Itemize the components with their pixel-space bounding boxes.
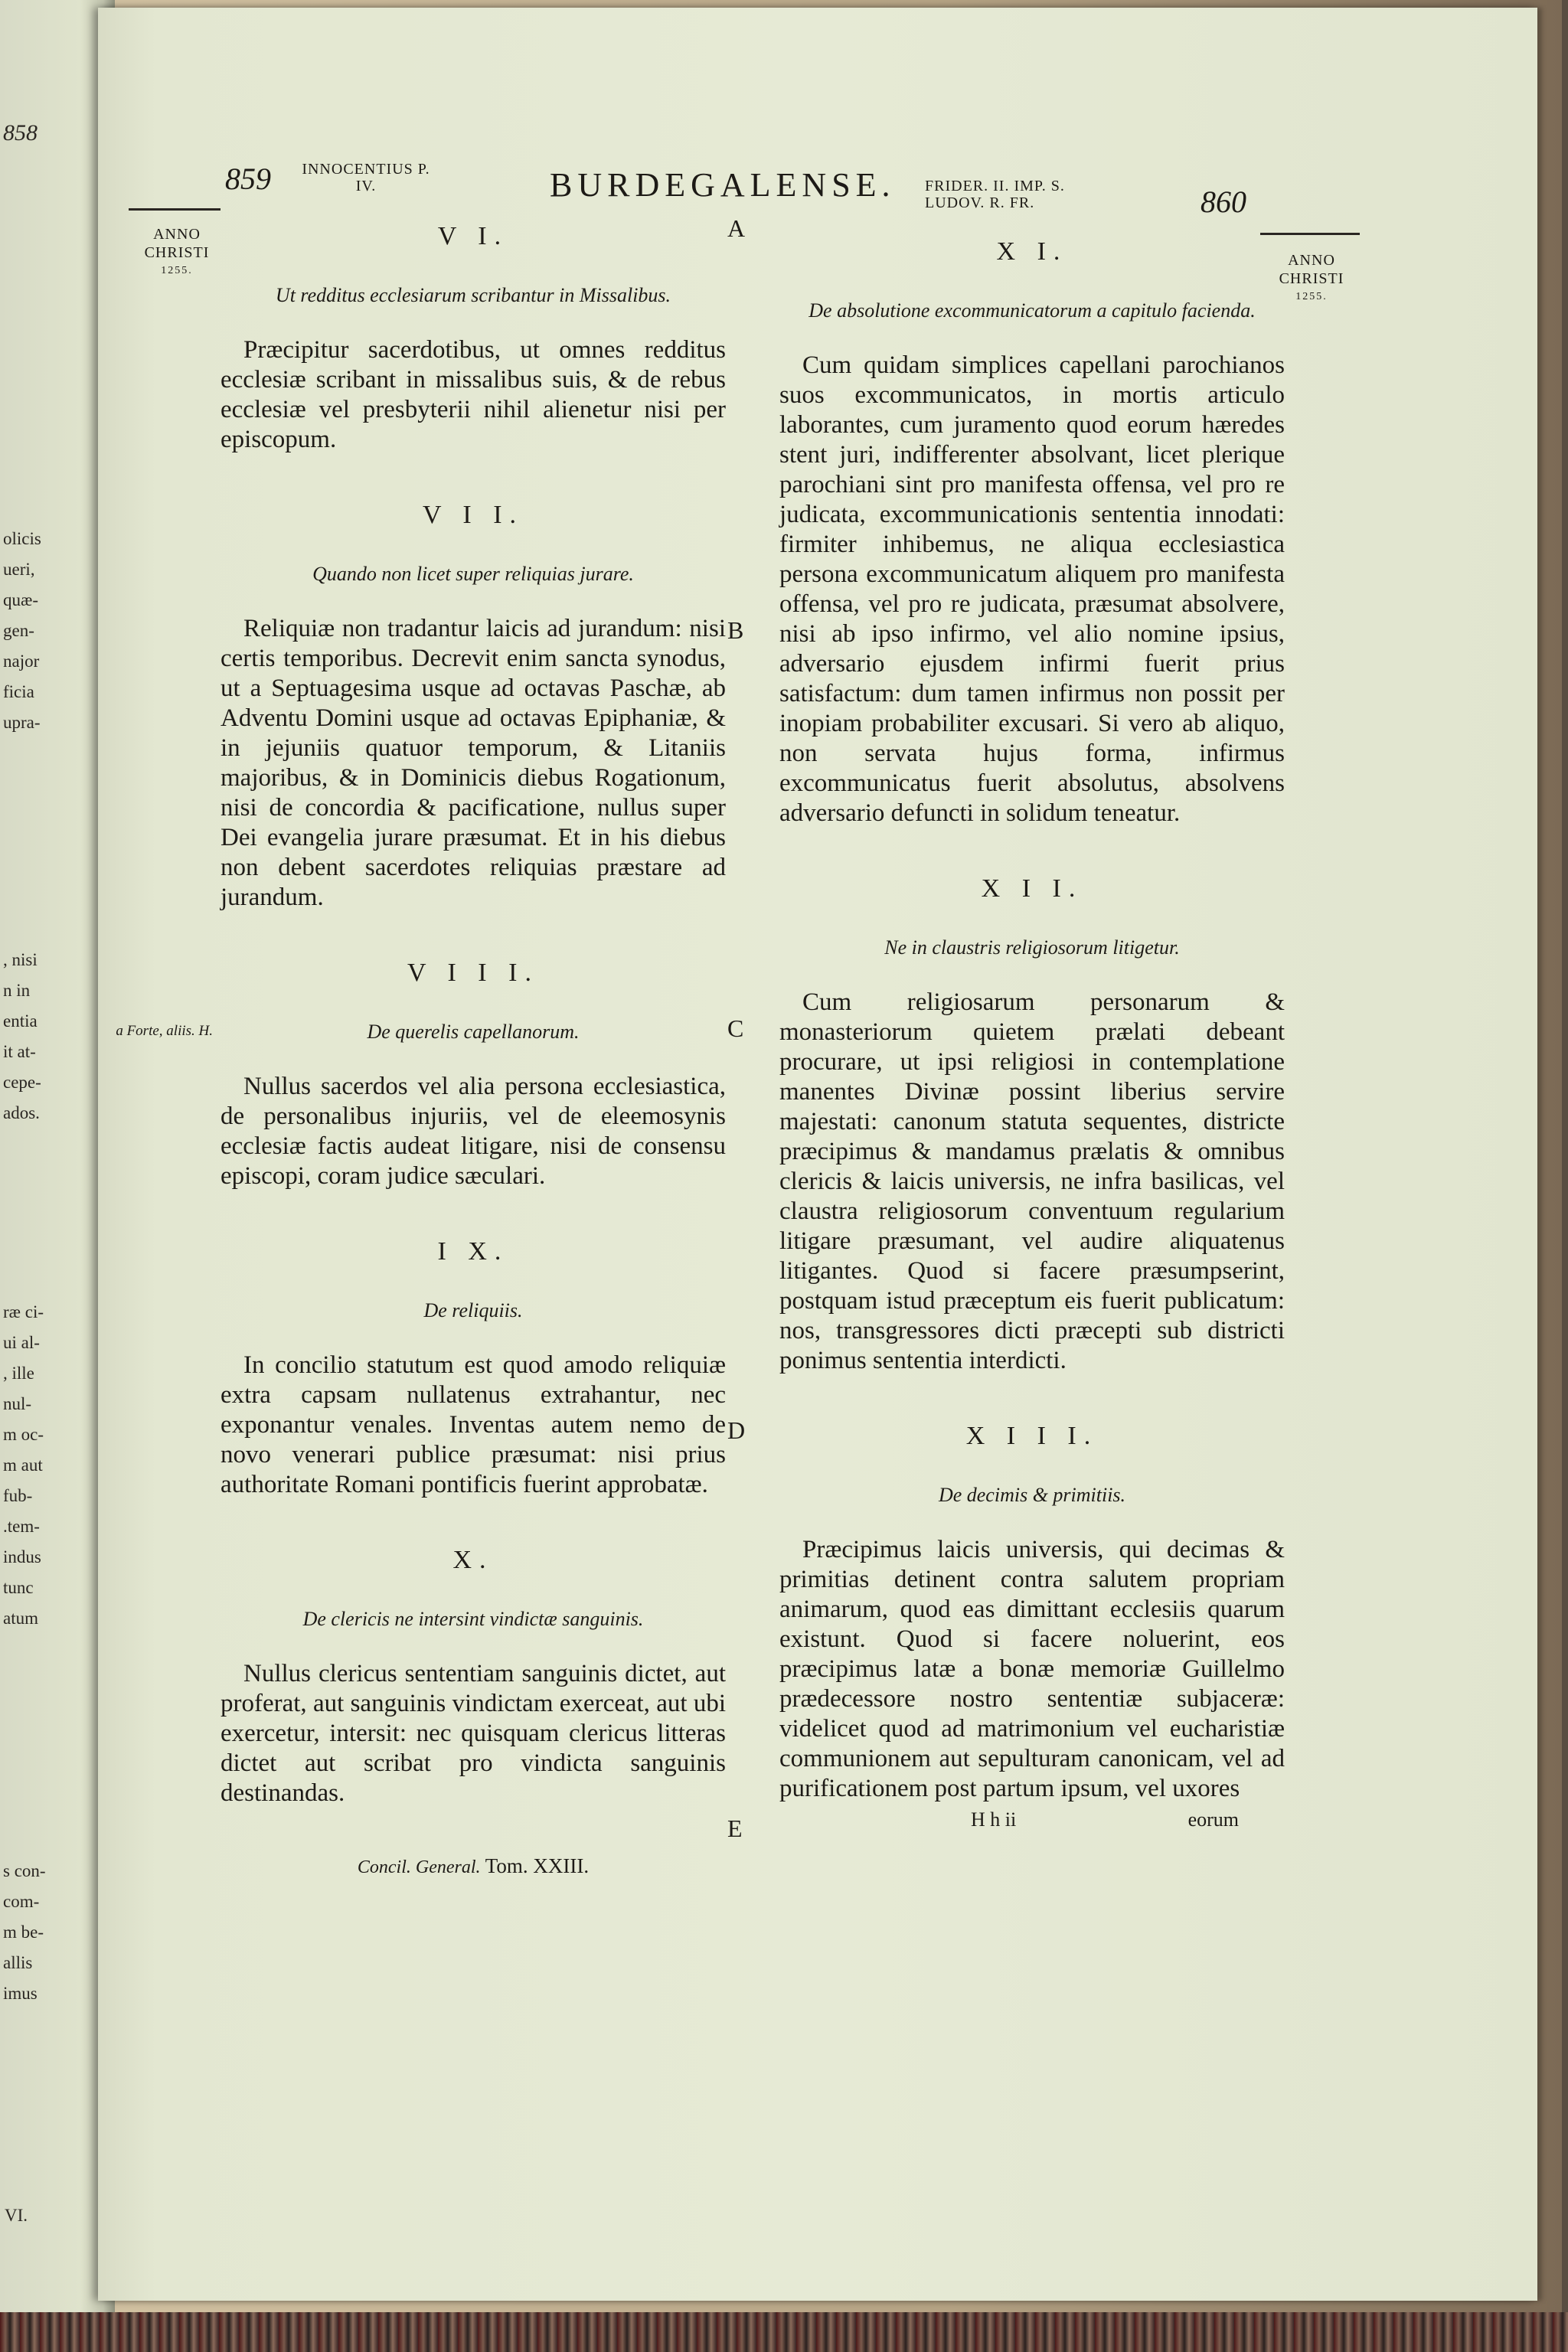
footer-ref-tome: Tom. XXIII. [485, 1854, 590, 1877]
margin-letter-c: C [727, 1014, 744, 1042]
section-number: X I I I. [965, 1422, 1099, 1450]
section-number: V I. [437, 222, 509, 250]
section-7 [220, 501, 726, 913]
section-text: Nullus clericus sententiam sanguinis dictet, aut proferat, aut sanguinis vindictam exerceat, aut ubi exercetur, intersit: nec quisquam clericus litteras dictet aut scribat pro vindicta sanguinis destinandas. [220, 1660, 726, 1807]
prev-page-fragment: VI. [5, 2206, 28, 2225]
footer-reference [220, 1854, 726, 1878]
prev-page-fragment: m oc- [3, 1425, 44, 1444]
section-text: Cum quidam simplices capellani parochianos suos excommunicatos, in mortis articulo laborantes, cum juramento quod eorum hæredes stent juri, indifferenter absolvant, licet plerique parochiani sint pro manifesta offensa, vel pro re judicata, excommunicationis sententia innodati: firmiter inhibemus, ne aliqua ecclesiastica persona excommunicatum aliquem pro manifesta offensa, vel pro re judicata, præsumat absolvere, nisi ab ipso infirmo, vel alio nomine ipsius, adversario ejusdem infirmi fuerit prius satisfactum: dum tamen infirmus non possit per inopiam probabiliter excusari. Si vero ab aliquo, non servata hujus forma, infirmus excommunicatus fuerit absolutus, absolvens adversario defuncti in solidum teneatur. [779, 351, 1285, 827]
right-rule [1260, 233, 1360, 235]
left-rule [129, 208, 220, 211]
section-text: Cum religiosarum personarum & monasteriorum quietem prælati debeant procurare, ut ipsi religiosi in contemplatione manentes Divinæ possint liberius servire majestati: canonum statuta sequentes, districte præcipimus & mandamus prælatis & omnibus clericis & laicis universis, ne infra basilicas, vel claustra religiosorum conventuum regularium litigare præsumant, vel audire aliquatenus litigantes. Quod si facere præsumpserint, postquam istud præceptum eis fuerit publicatum: nos, transgressores dicti præcepti sub districti ponimus sententia interdicti. [779, 988, 1285, 1374]
prev-page-fragment: najor [3, 652, 40, 671]
book-page [98, 8, 1537, 2301]
side-note: a Forte, aliis. H. [116, 1023, 213, 1039]
section-9 [220, 1237, 726, 1500]
prev-page-fragment: olicis [3, 529, 41, 548]
section-text: Præcipimus laicis universis, qui decimas & primitias detinent contra salutem propriam animarum, quod eas dimittant ecclesiis quarum existunt. Quod si facere noluerint, eos præcipimus latæ a bonæ memoriæ Guillelmo prædecessore nostro sententiæ subjaceræ: videlicet quod ad matrimonium vel eucharistiæ communionem aut sepulturam canonicam, vel ad purificationem post partum ipsum, vel uxores [779, 1536, 1285, 1802]
prev-page-fragment: fub- [3, 1486, 33, 1505]
margin-letter-a: A [727, 214, 746, 242]
section-number: X I I. [981, 874, 1083, 903]
section-rubric: Ne in claustris religiosorum litigetur. [884, 936, 1180, 959]
left-column [220, 222, 726, 1878]
section-11 [779, 237, 1285, 828]
prev-page-fragment: indus [3, 1547, 41, 1566]
prev-page-fragment: n in [3, 981, 31, 1000]
section-text: In concilio statutum est quod amodo reliquiæ extra capsam nullatenus extrahantur, nec exponantur venales. Inventas autem nemo de novo venerari publice præsumat: nisi prius authoritate Romani pontificis fuerint approbatæ. [220, 1351, 726, 1498]
prev-page-fragment: entia [3, 1011, 38, 1031]
section-number: V I I. [422, 501, 524, 529]
section-text: Nullus sacerdos vel alia persona ecclesiastica, de personalibus injuriis, vel de eleemosynis ecclesiæ factis audeat litigare, nisi de consensu episcopi, coram judice sæculari. [220, 1073, 726, 1190]
section-text: Reliquiæ non tradantur laicis ad jurandum: nisi certis temporibus. Decrevit enim sancta synodus, ut a Septuagesima usque ad octavas Paschæ, ab Adventu Domini usque ad octavas Epiphaniæ, & in jejuniis quatuor temporum, & Litaniis majoribus, & in Dominicis diebus Rogationum, nisi de concordia & pacificatione, nullus super Dei evangelia jurare præsumat. Et in his diebus non debent sacerdotes reliquias præstare ad jurandum. [220, 615, 726, 911]
section-rubric: Quando non licet super reliquias jurare. [312, 563, 634, 585]
signature-mark: H h ii [971, 1808, 1017, 1831]
prev-page-fragment: it at- [3, 1042, 36, 1061]
page-footer-line [779, 1808, 1285, 1834]
prev-page-fragment: tunc [3, 1578, 34, 1597]
anno-left-label: ANNO CHRISTI [144, 226, 210, 261]
floor-carpet [0, 2312, 1568, 2352]
prev-page-fragment: m aut [3, 1455, 43, 1475]
folio-left: 859 [225, 162, 271, 196]
section-number: I X. [437, 1237, 509, 1266]
section-10 [220, 1546, 726, 1808]
prev-page-fragment: upra- [3, 713, 41, 732]
margin-letter-d: D [727, 1416, 746, 1444]
section-6 [220, 222, 726, 455]
section-rubric: De clericis ne intersint vindictæ sanguinis. [302, 1608, 644, 1630]
prev-page-fragment: allis [3, 1953, 33, 1972]
right-column [779, 237, 1285, 1834]
anno-right-year: 1255. [1295, 291, 1328, 302]
section-number: V I I I. [407, 959, 539, 987]
section-rubric: Ut redditus ecclesiarum scribantur in Missalibus. [275, 284, 671, 306]
prev-page-fragment: , ille [3, 1364, 34, 1383]
prev-page-fragment: s con- [3, 1861, 46, 1880]
prev-page-fragment: com- [3, 1892, 40, 1911]
section-text: Præcipitur sacerdotibus, ut omnes redditus ecclesiæ scribant in missalibus suis, & de rebus ecclesiæ vel presbyterii nihil alienetur nisi per episcopum. [220, 336, 726, 453]
margin-letter-e: E [727, 1815, 743, 1842]
prev-page-fragment: , nisi [3, 950, 38, 969]
prev-page-fragment: imus [3, 1984, 38, 2003]
section-13 [779, 1422, 1285, 1804]
section-rubric: De reliquiis. [423, 1299, 523, 1321]
section-rubric: De querelis capellanorum. [367, 1021, 580, 1043]
section-8 [220, 959, 726, 1191]
prev-page-fragment: nul- [3, 1394, 32, 1413]
prev-page-fragment: ficia [3, 682, 34, 701]
margin-letter-b: B [727, 616, 744, 644]
section-number: X. [452, 1546, 494, 1574]
anno-left-year: 1255. [161, 265, 193, 276]
prev-page-fragment: gen- [3, 621, 34, 640]
prev-page-fragment: atum [3, 1609, 38, 1628]
catchword: eorum [1187, 1808, 1239, 1831]
prev-page-fragment: ræ ci- [3, 1302, 44, 1321]
section-rubric: De decimis & primitiis. [938, 1484, 1126, 1506]
running-title: BURDEGALENSE. [550, 166, 896, 204]
footer-ref-italic: Concil. General. [357, 1857, 481, 1877]
prev-page-fragment: .tem- [3, 1517, 40, 1536]
folio-right: 860 [1200, 185, 1246, 219]
prev-page-fragment: ui al- [3, 1333, 40, 1352]
prev-page-fragment: ueri, [3, 560, 35, 579]
anno-right-label: ANNO CHRISTI [1279, 252, 1344, 287]
section-rubric: De absolutione excommunicatorum a capitulo facienda. [808, 299, 1256, 322]
prev-page-fragment: m be- [3, 1922, 44, 1942]
prev-page-fragment: cepe- [3, 1073, 41, 1092]
prev-page-fragment: ados. [3, 1103, 40, 1122]
section-number: X I. [996, 237, 1068, 266]
emperor-header: FRIDER. II. IMP. S. LUDOV. R. FR. [925, 178, 1065, 211]
prev-page-folio: 858 [3, 120, 38, 145]
prev-page-fragment: quæ- [3, 590, 38, 609]
pope-header: INNOCENTIUS P. IV. [302, 161, 430, 194]
anno-left [119, 225, 234, 280]
section-12 [779, 874, 1285, 1376]
